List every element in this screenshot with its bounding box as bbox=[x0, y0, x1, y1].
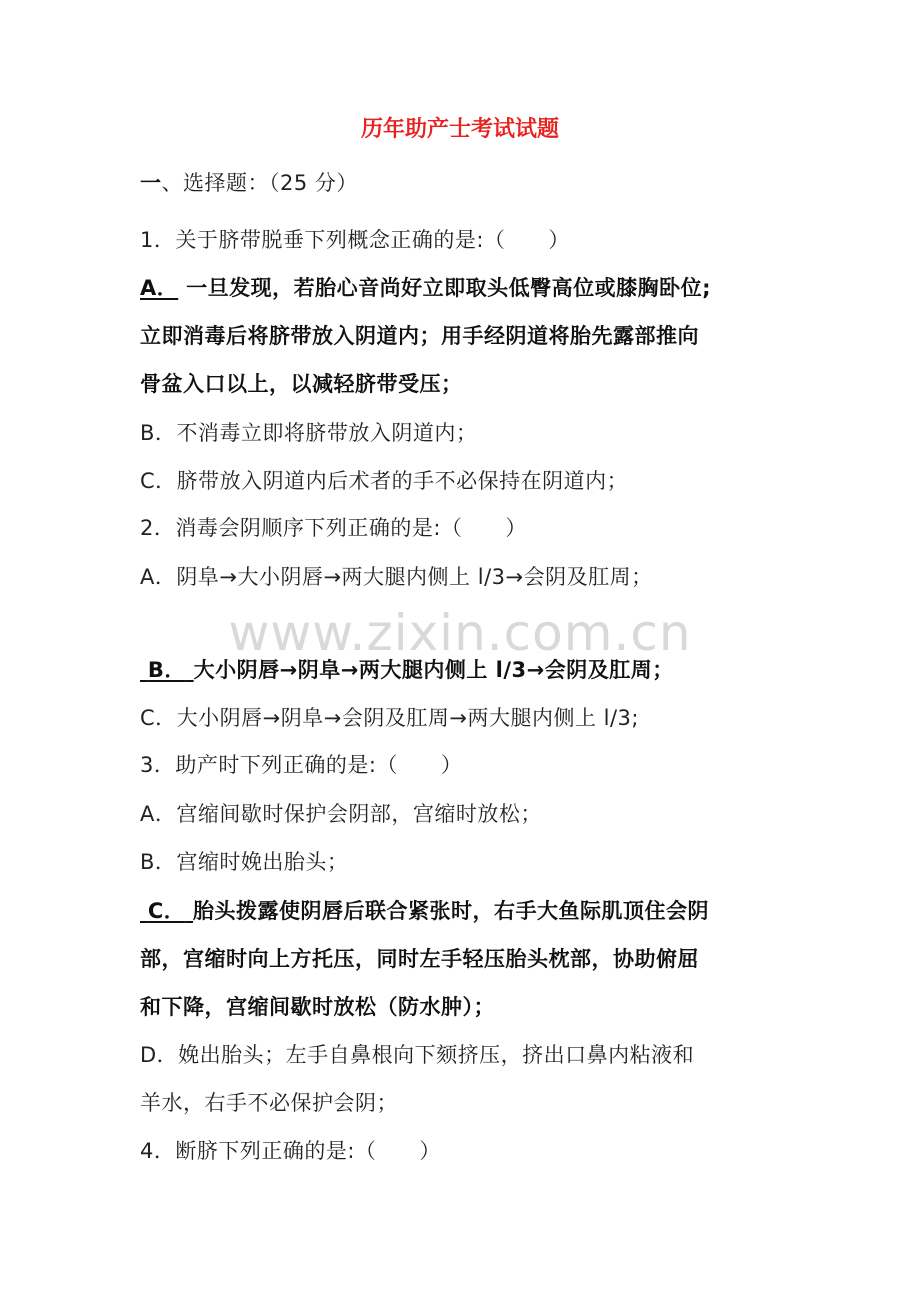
document-title: 历年助产士考试试题 bbox=[360, 116, 559, 142]
question-2-option-b-label: B． bbox=[147, 658, 186, 682]
question-3: 3．助产时下列正确的是:（ ） bbox=[140, 753, 463, 777]
question-1-option-a-line-1 bbox=[140, 273, 711, 303]
question-3-option-c-text: 胎头拨露使阴唇后联合紧张时，右手大鱼际肌顶住会阴 bbox=[193, 899, 710, 923]
question-3-option-c-label: C． bbox=[147, 899, 186, 923]
question-2: 2．消毒会阴顺序下列正确的是:（ ） bbox=[140, 516, 527, 540]
section-heading-prefix: 一 bbox=[140, 171, 162, 195]
section-heading bbox=[140, 168, 358, 198]
question-3-option-a: A．宫缩间歇时保护会阴部，宫缩时放松； bbox=[140, 802, 542, 826]
question-1: 1．关于脐带脱垂下列概念正确的是:（ ） bbox=[140, 228, 570, 252]
question-4: 4．断脐下列正确的是:（ ） bbox=[140, 1139, 441, 1163]
question-1-option-a-label: A． bbox=[140, 276, 179, 300]
question-3-option-d-line-1: D．娩出胎头；左手自鼻根向下颏挤压，挤出口鼻内粘液和 bbox=[140, 1043, 695, 1067]
question-1-option-a-text: 一旦发现，若胎心音尚好立即取头低臀高位或膝胸卧位; bbox=[186, 276, 711, 300]
question-2-option-a: A．阴阜→大小阴唇→两大腿内侧上 l/3→会阴及肛周； bbox=[140, 565, 653, 589]
question-1-option-c: C．脐带放入阴道内后术者的手不必保持在阴道内； bbox=[140, 469, 629, 493]
question-2-option-b bbox=[140, 655, 674, 685]
question-1-option-a-line-3: 骨盆入口以上，以减轻脐带受压； bbox=[140, 372, 463, 396]
question-3-option-d-line-2: 羊水，右手不必保护会阴； bbox=[140, 1091, 398, 1115]
section-heading-text: 、选择题：（25 分） bbox=[161, 171, 358, 195]
watermark: www.zixin.com.cn bbox=[228, 604, 692, 662]
question-3-option-c-line-1 bbox=[140, 896, 709, 926]
question-1-option-a-line-2: 立即消毒后将脐带放入阴道内；用手经阴道将胎先露部推向 bbox=[140, 324, 699, 348]
question-3-option-c-line-2: 部，宫缩时向上方托压，同时左手轻压胎头枕部，协助俯屈 bbox=[140, 947, 699, 971]
question-3-option-c-line-3: 和下降，宫缩间歇时放松（防水肿）； bbox=[140, 995, 495, 1019]
question-2-option-b-text: 大小阴唇→阴阜→两大腿内侧上 l/3→会阴及肛周； bbox=[193, 658, 674, 682]
question-1-option-b: B．不消毒立即将脐带放入阴道内； bbox=[140, 421, 478, 445]
question-3-option-b: B．宫缩时娩出胎头； bbox=[140, 850, 349, 874]
question-2-option-c: C．大小阴唇→阴阜→会阴及肛周→两大腿内侧上 l/3; bbox=[140, 706, 639, 730]
